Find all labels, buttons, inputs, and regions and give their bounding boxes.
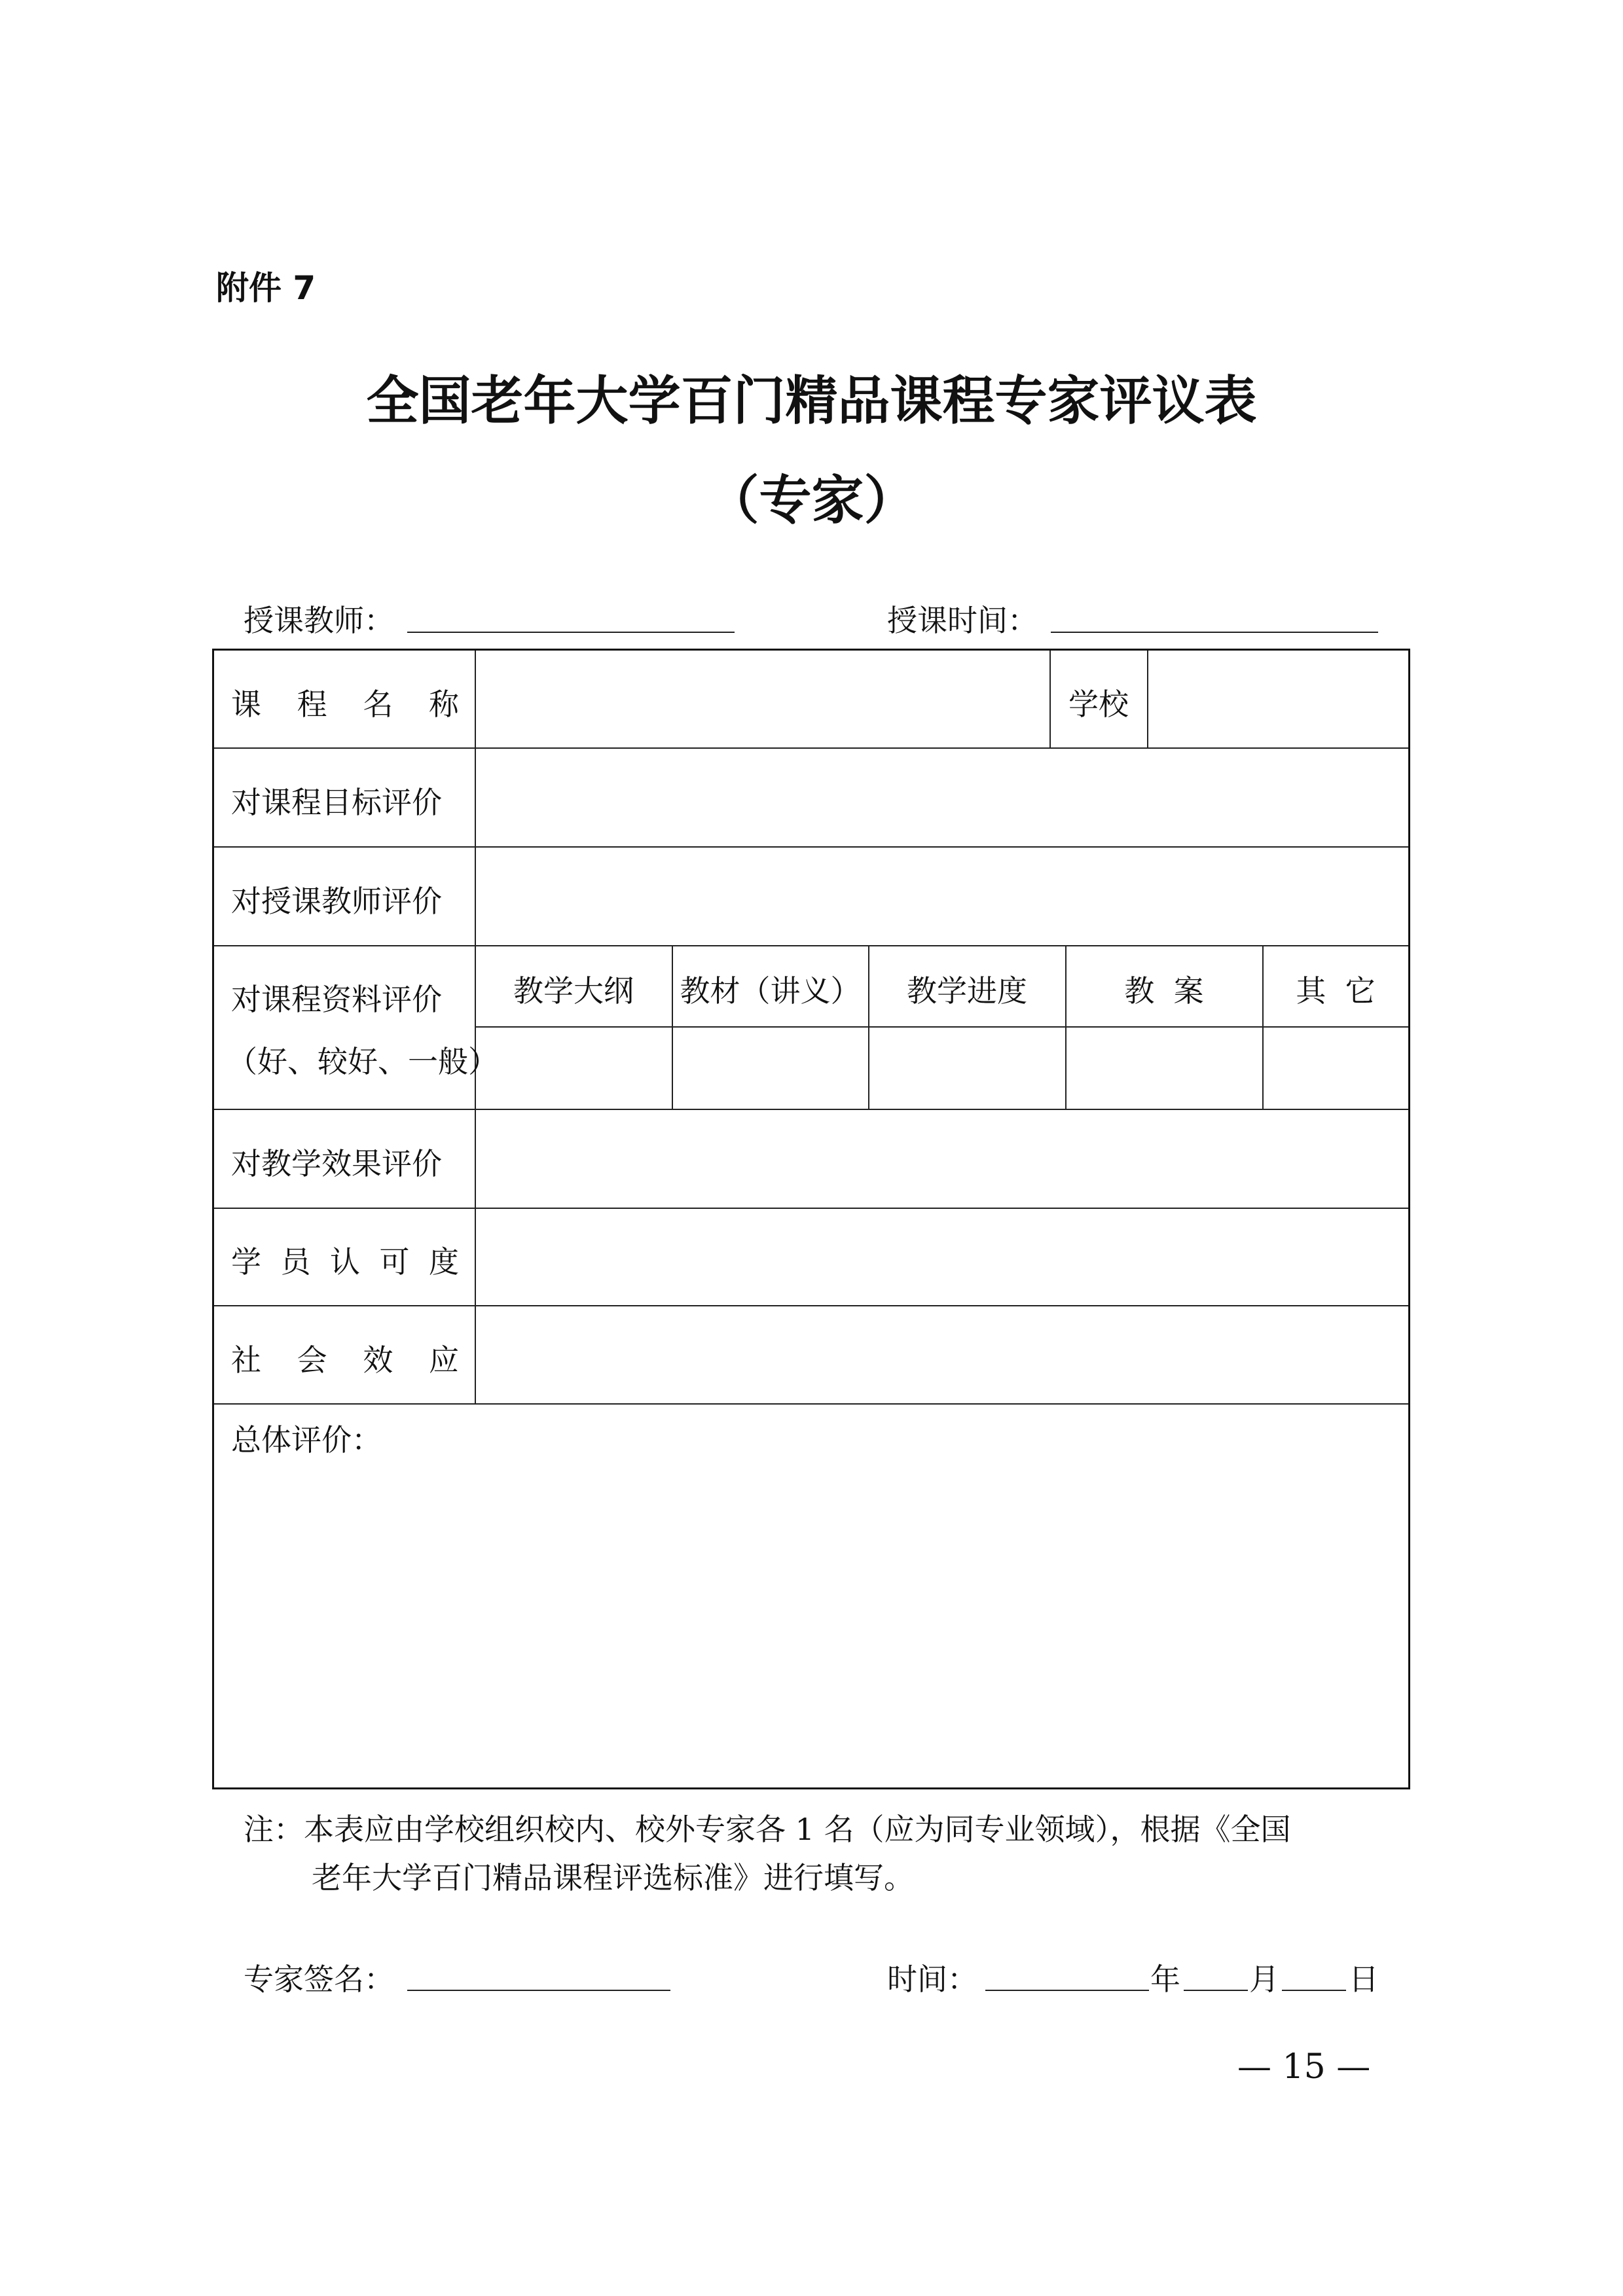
student-recognition-field[interactable] [476, 1209, 1408, 1304]
evaluation-table [212, 649, 1410, 1789]
effect-eval-label: 对教学效果评价 [231, 1146, 442, 1181]
footer-time-label: 时间： [887, 1962, 977, 1997]
teacher-eval-field[interactable] [476, 848, 1408, 944]
teacher-eval-label: 对授课教师评价 [231, 884, 442, 919]
time-label: 授课时间： [887, 603, 1038, 638]
teacher-input-line[interactable] [407, 632, 735, 633]
attachment-label: 附件 7 [216, 269, 316, 307]
lesson-plan-rating-field[interactable] [1067, 1028, 1262, 1108]
material-eval-label: 对课程资料评价 [231, 982, 442, 1017]
page-subtitle: （专家） [706, 470, 917, 531]
goal-eval-field[interactable] [476, 749, 1408, 846]
time-input-line[interactable] [1051, 632, 1378, 633]
year-label: 年 [1150, 1962, 1180, 1997]
material-col-textbook: 教材（讲义） [680, 973, 861, 1009]
note-line-2: 老年大学百门精品课程评选标准》进行填写。 [312, 1860, 914, 1895]
year-input-line[interactable] [985, 1990, 1149, 1991]
course-name-field[interactable] [476, 652, 1048, 746]
page-number: — 15 — [1237, 2047, 1371, 2087]
signature-label: 专家签名： [244, 1962, 394, 1997]
material-col-syllabus: 教学大纲 [513, 973, 634, 1009]
signature-input-line[interactable] [407, 1990, 670, 1991]
goal-eval-label: 对课程目标评价 [231, 785, 442, 820]
material-col-progress: 教学进度 [907, 973, 1027, 1009]
material-col-other: 其 它 [1296, 973, 1376, 1009]
overall-eval-label: 总体评价： [231, 1422, 382, 1458]
other-rating-field[interactable] [1264, 1028, 1408, 1108]
material-col-lesson-plan: 教 案 [1124, 973, 1204, 1009]
school-label: 学校 [1068, 687, 1129, 722]
syllabus-rating-field[interactable] [476, 1028, 671, 1108]
note-line-1: 注：本表应由学校组织校内、校外专家各 1 名（应为同专业领域），根据《全国 [244, 1812, 1291, 1847]
month-input-line[interactable] [1184, 1990, 1248, 1991]
social-effect-label: 社 会 效 应 [231, 1342, 459, 1378]
day-label: 日 [1349, 1962, 1379, 1997]
material-eval-scale: （好、较好、一般） [227, 1044, 498, 1079]
row-divider [214, 945, 1408, 946]
row-divider [214, 1403, 1408, 1405]
day-input-line[interactable] [1282, 1990, 1346, 1991]
school-field[interactable] [1148, 652, 1408, 746]
month-label: 月 [1249, 1962, 1279, 1997]
teacher-label: 授课教师： [244, 603, 394, 638]
course-name-label: 课 程 名 称 [231, 687, 459, 722]
textbook-rating-field[interactable] [673, 1028, 867, 1108]
student-recognition-label: 学 员 认 可 度 [231, 1244, 459, 1280]
page-title: 全国老年大学百门精品课程专家评议表 [366, 370, 1257, 431]
effect-eval-field[interactable] [476, 1110, 1408, 1207]
social-effect-field[interactable] [476, 1306, 1408, 1403]
overall-eval-field[interactable] [215, 1462, 1407, 1786]
progress-rating-field[interactable] [869, 1028, 1065, 1108]
